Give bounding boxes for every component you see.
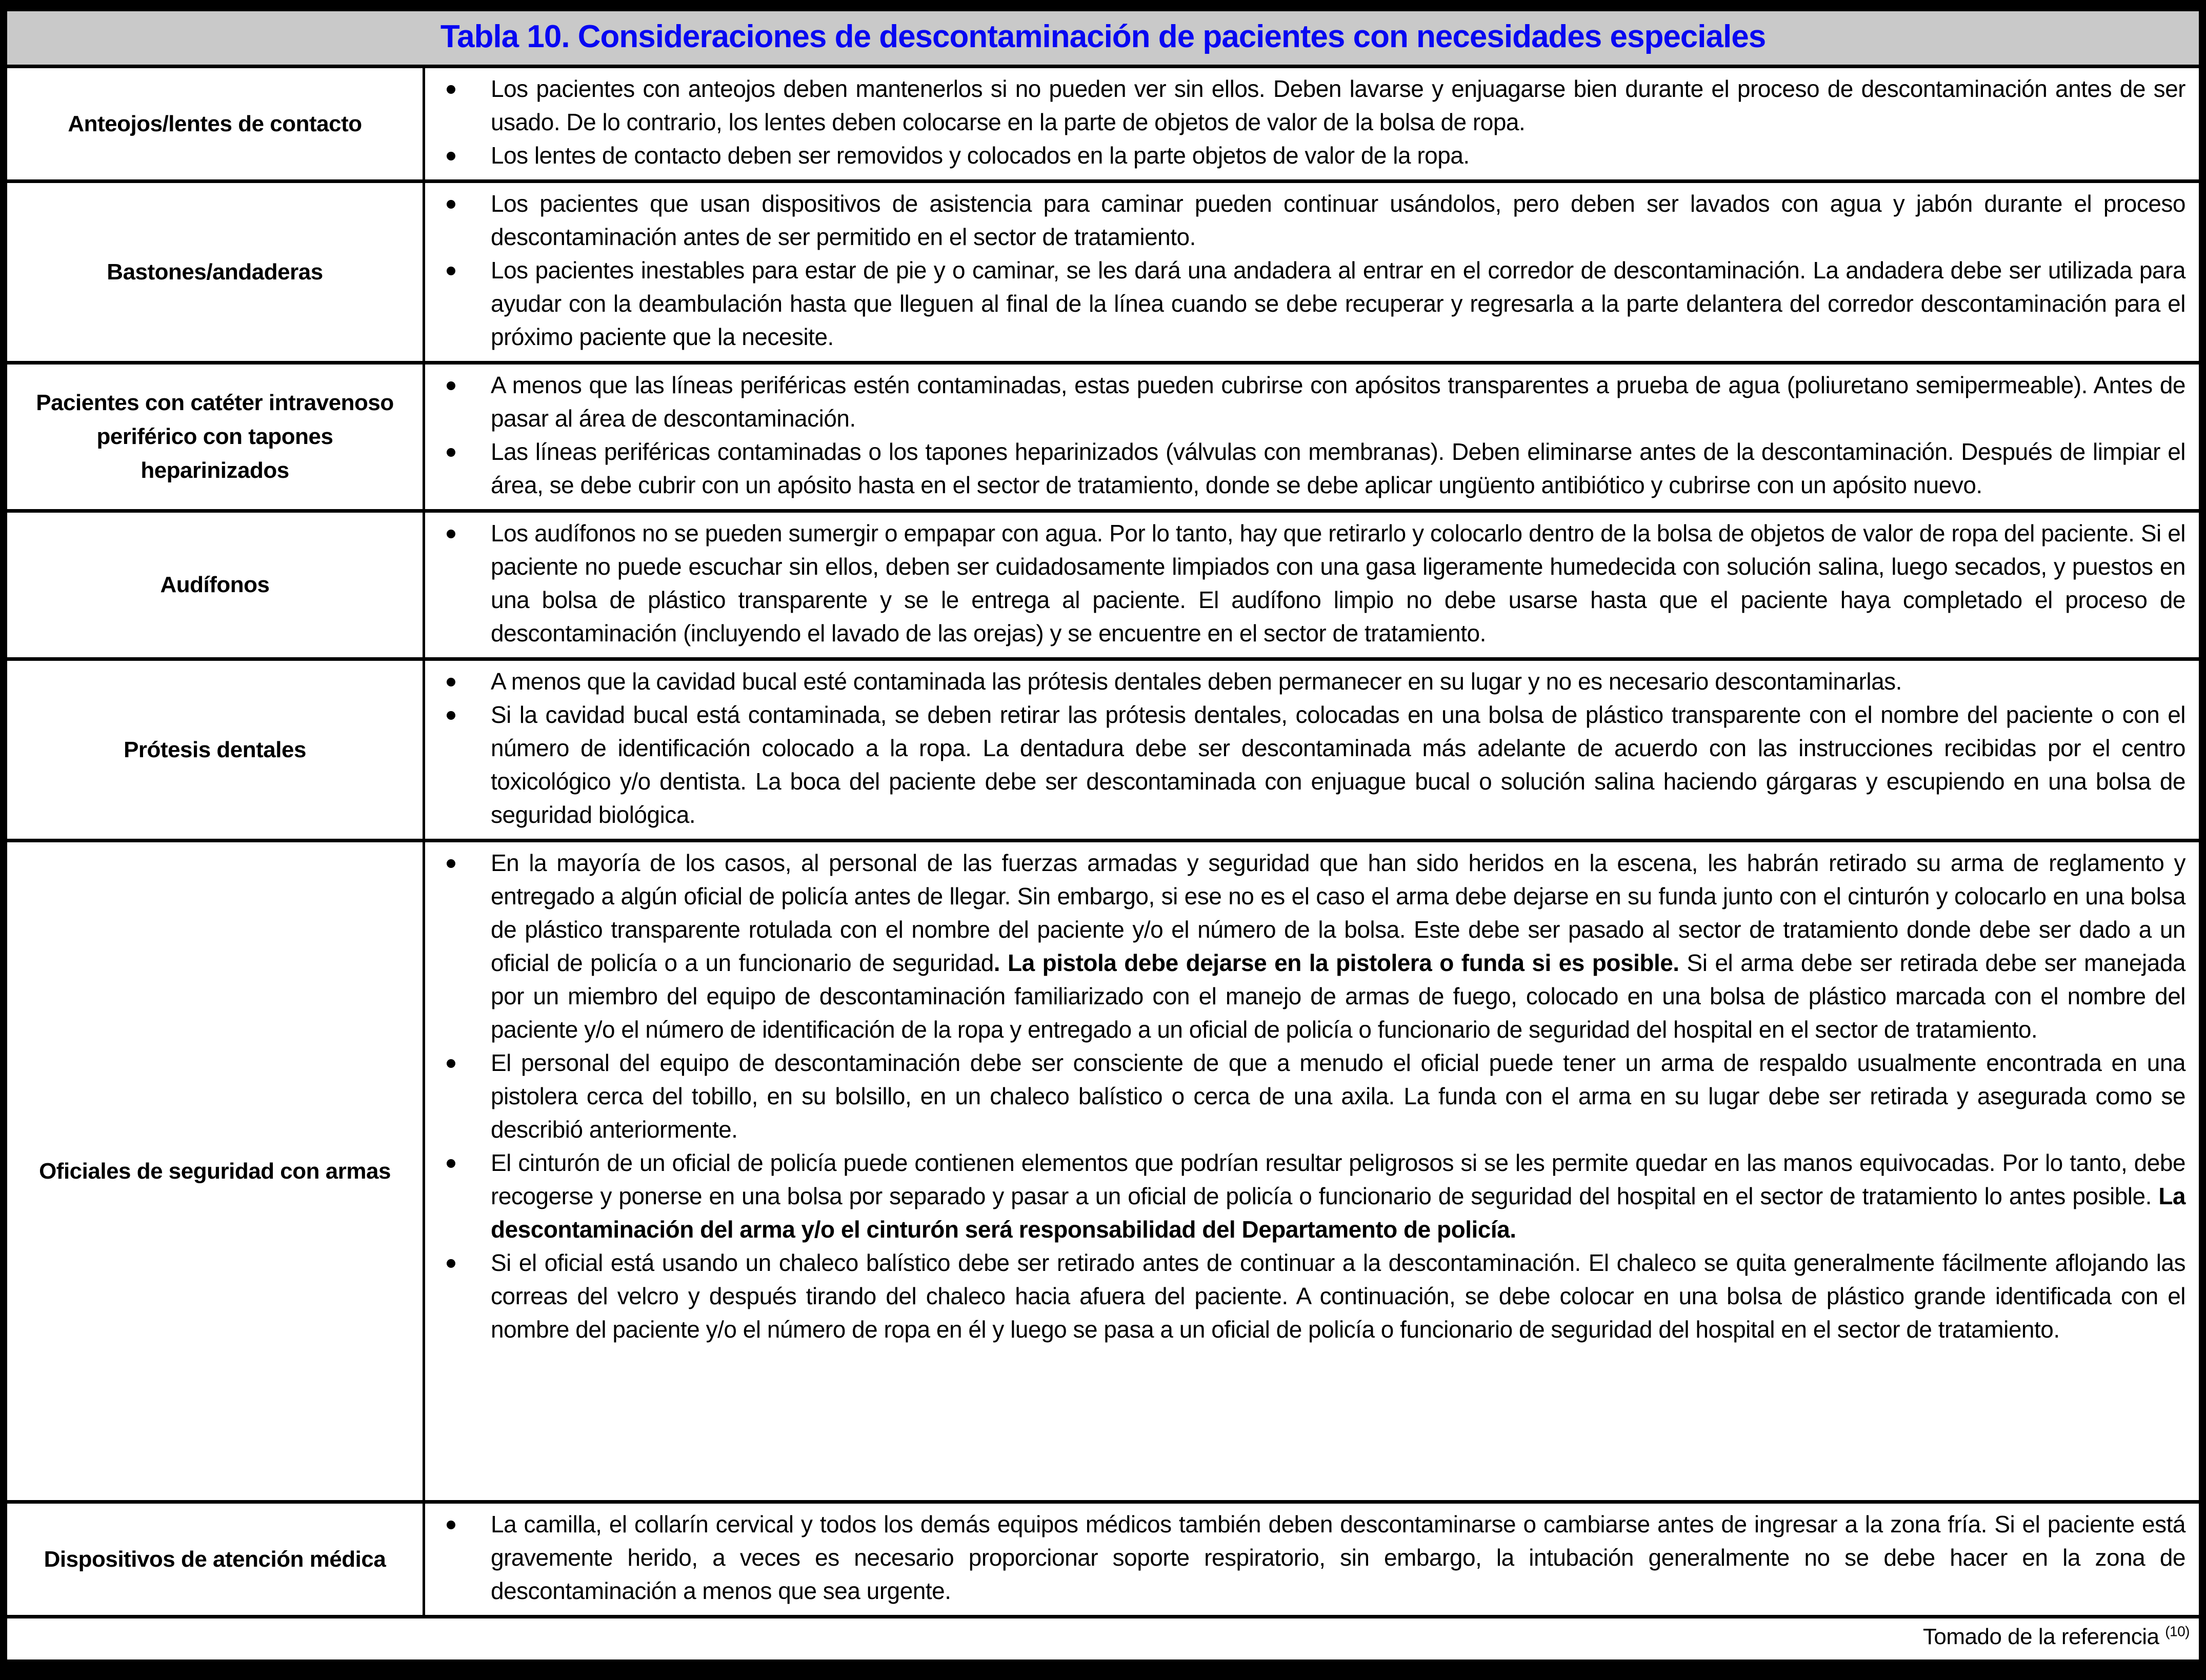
footer-text: Tomado de la referencia xyxy=(1922,1624,2165,1649)
bullet-text: Los pacientes que usan dispositivos de asistencia para caminar pueden continuar usándolos, pero deben ser lavados con agua y jabón durante el proceso descontaminación antes de ser permitido en el sector de tratamiento. xyxy=(491,190,2185,250)
row-content xyxy=(425,183,2199,361)
row-content xyxy=(425,513,2199,657)
row-label: Prótesis dentales xyxy=(7,661,425,839)
bullet-icon xyxy=(425,1246,491,1280)
row-content xyxy=(425,68,2199,179)
bullet-icon xyxy=(425,254,491,287)
bullet-dot xyxy=(447,1259,455,1268)
table-row xyxy=(7,1504,2199,1618)
table-row xyxy=(7,513,2199,661)
table-rows xyxy=(7,68,2199,1618)
table-row xyxy=(7,842,2199,1504)
bullet-item xyxy=(425,1146,2185,1246)
table-title: Tabla 10. Consideraciones de descontaminación de pacientes con necesidades especiales xyxy=(7,11,2199,68)
footer-note xyxy=(7,1618,2199,1659)
bullet-item xyxy=(425,254,2185,354)
bullet-text: A menos que la cavidad bucal esté contaminada las prótesis dentales deben permanecer en su lugar y no es necesario descontaminarlas. xyxy=(491,668,1902,695)
row-label: Oficiales de seguridad con armas xyxy=(7,842,425,1500)
bullet-icon xyxy=(425,1046,491,1080)
bullet-icon xyxy=(425,846,491,880)
bullet-icon xyxy=(425,435,491,469)
bullet-icon xyxy=(425,72,491,106)
special-needs-decontamination-table xyxy=(4,8,2202,1663)
bullet-dot xyxy=(447,200,455,209)
bullet-dot xyxy=(447,1521,455,1529)
bullet-item xyxy=(425,517,2185,650)
bullet-dot xyxy=(447,711,455,720)
bullet-text: Las líneas periféricas contaminadas o los tapones heparinizados (válvulas con membranas). Deben eliminarse antes de la descontaminación. Después de limpiar el área, se debe cubrir con un apósito hasta en el sector de tratamiento, donde se debe aplicar ungüento antibiótico y cubrirse con un apósito nuevo. xyxy=(491,438,2185,498)
bullet-dot xyxy=(447,530,455,538)
bullet-item xyxy=(425,187,2185,254)
bullet-text: Los audífonos no se pueden sumergir o empapar con agua. Por lo tanto, hay que retirarlo y colocarlo dentro de la bolsa de objetos de valor de ropa del paciente. Si el paciente no puede escuchar sin ellos, deben ser cuidadosamente limpiados con una gasa ligeramente humedecida con solución salina, luego secados, y puestos en una bolsa de plástico transparente y se le entrega al paciente. El audífono limpio no debe usarse hasta que el paciente haya completado el proceso de descontaminación (incluyendo el lavado de las orejas) y se encuentre en el sector de tratamiento. xyxy=(491,520,2185,646)
bullet-text: Los lentes de contacto deben ser removidos y colocados en la parte objetos de valor de la ropa. xyxy=(491,142,1470,169)
row-label: Audífonos xyxy=(7,513,425,657)
row-content xyxy=(425,842,2199,1500)
bullet-text: La camilla, el collarín cervical y todos los demás equipos médicos también deben descontaminarse o cambiarse antes de ingresar a la zona fría. Si el paciente está gravemente herido, a veces es necesario proporcionar soporte respiratorio, sin embargo, la intubación generalmente no se debe hacer en la zona de descontaminación a menos que sea urgente. xyxy=(491,1511,2185,1604)
bullet-text: El personal del equipo de descontaminación debe ser consciente de que a menudo el oficial puede tener un arma de respaldo usualmente encontrada en una pistolera cerca del tobillo, en su bolsillo, en un chaleco balístico o cerca de una axila. La funda con el arma en su lugar debe ser retirada y asegurada como se describió anteriormente. xyxy=(491,1049,2185,1143)
bullet-dot xyxy=(447,381,455,390)
row-label: Bastones/andaderas xyxy=(7,183,425,361)
table-row xyxy=(7,365,2199,513)
bullet-dot xyxy=(447,448,455,457)
bullet-text: Los pacientes inestables para estar de pie y o caminar, se les dará una andadera al entrar en el corredor de descontaminación. La andadera debe ser utilizada para ayudar con la deambulación hasta que lleguen al final de la línea cuando se debe recuperar y regresarla a la parte delantera del corredor descontaminación para el próximo paciente que la necesite. xyxy=(491,257,2185,350)
row-label: Pacientes con catéter intravenoso periférico con tapones heparinizados xyxy=(7,365,425,509)
bullet-item xyxy=(425,435,2185,502)
bullet-item xyxy=(425,846,2185,1046)
row-label: Anteojos/lentes de contacto xyxy=(7,68,425,179)
bullet-item xyxy=(425,1046,2185,1146)
bullet-dot xyxy=(447,1059,455,1068)
bullet-icon xyxy=(425,1146,491,1180)
bullet-icon xyxy=(425,1508,491,1541)
bullet-text: El cinturón de un oficial de policía puede contienen elementos que podrían resultar peligrosos si se les permite quedar en las manos equivocadas. Por lo tanto, debe recogerse y ponerse en una bolsa por separado y pasar a un oficial de policía o funcionario de seguridad del hospital en el sector de tratamiento lo antes posible. La descontaminación del arma y/o el cinturón será responsabilidad del Departamento de policía. xyxy=(491,1149,2185,1243)
bullet-icon xyxy=(425,187,491,220)
row-label: Dispositivos de atención médica xyxy=(7,1504,425,1615)
bullet-dot xyxy=(447,859,455,868)
bullet-icon xyxy=(425,665,491,698)
bullet-item xyxy=(425,72,2185,139)
bullet-icon xyxy=(425,369,491,402)
bullet-item xyxy=(425,139,2185,172)
bullet-dot xyxy=(447,1159,455,1168)
bullet-text: Si el oficial está usando un chaleco balístico debe ser retirado antes de continuar a la descontaminación. El chaleco se quita generalmente fácilmente aflojando las correas del velcro y después tirando del chaleco hacia afuera del paciente. A continuación, se debe colocar en una bolsa de plástico grande identificada con el nombre del paciente y/o el número de ropa en él y luego se pasa a un oficial de policía o funcionario de seguridad del hospital en el sector de tratamiento. xyxy=(491,1249,2185,1343)
bullet-item xyxy=(425,698,2185,832)
row-content xyxy=(425,661,2199,839)
footer-reference-sup: (10) xyxy=(2165,1623,2190,1639)
bullet-dot xyxy=(447,152,455,160)
bullet-icon xyxy=(425,139,491,172)
bullet-dot xyxy=(447,267,455,275)
bullet-text: A menos que las líneas periféricas estén contaminadas, estas pueden cubrirse con apósitos transparentes a prueba de agua (poliuretano semipermeable). Antes de pasar al área de descontaminación. xyxy=(491,372,2185,432)
row-content xyxy=(425,1504,2199,1615)
bullet-dot xyxy=(447,678,455,686)
bullet-text: En la mayoría de los casos, al personal de las fuerzas armadas y seguridad que han sido heridos en la escena, les habrán retirado su arma de reglamento y entregado a algún oficial de policía antes de llegar. Sin embargo, si ese no es el caso el arma debe dejarse en su funda junto con el cinturón y colocarlo en una bolsa de plástico transparente rotulada con el nombre del paciente y/o el número de la bolsa. Este debe ser pasado al sector de tratamiento donde debe ser dado a un oficial de policía o a un funcionario de seguridad. La pistola debe dejarse en la pistolera o funda si es posible. Si el arma debe ser retirada debe ser manejada por un miembro del equipo de descontaminación familiarizado con el manejo de armas de fuego, colocado en una bolsa de plástico marcada con el nombre del paciente y/o el número de identificación de la ropa y entregado a un oficial de policía o funcionario de seguridad del hospital en el sector de tratamiento. xyxy=(491,849,2185,1043)
table-row xyxy=(7,661,2199,842)
bullet-icon xyxy=(425,517,491,550)
row-content xyxy=(425,365,2199,509)
bullet-dot xyxy=(447,85,455,94)
bullet-text: Si la cavidad bucal está contaminada, se deben retirar las prótesis dentales, colocadas en una bolsa de plástico transparente con el nombre del paciente o con el número de identificación colocado a la ropa. La dentadura debe ser descontaminada más adelante de acuerdo con las instrucciones recibidas por el centro toxicológico y/o dentista. La boca del paciente debe ser descontaminada con enjuague bucal o solución salina haciendo gárgaras y escupiendo en una bolsa de seguridad biológica. xyxy=(491,701,2185,828)
bullet-item xyxy=(425,1508,2185,1608)
bullet-item xyxy=(425,369,2185,435)
bullet-text: Los pacientes con anteojos deben mantenerlos si no pueden ver sin ellos. Deben lavarse y enjuagarse bien durante el proceso de descontaminación antes de ser usado. De lo contrario, los lentes deben colocarse en la parte de objetos de valor de la bolsa de ropa. xyxy=(491,75,2185,135)
table-row xyxy=(7,68,2199,183)
table-row xyxy=(7,183,2199,365)
bullet-icon xyxy=(425,698,491,732)
bullet-item xyxy=(425,1246,2185,1346)
bullet-item xyxy=(425,665,2185,698)
